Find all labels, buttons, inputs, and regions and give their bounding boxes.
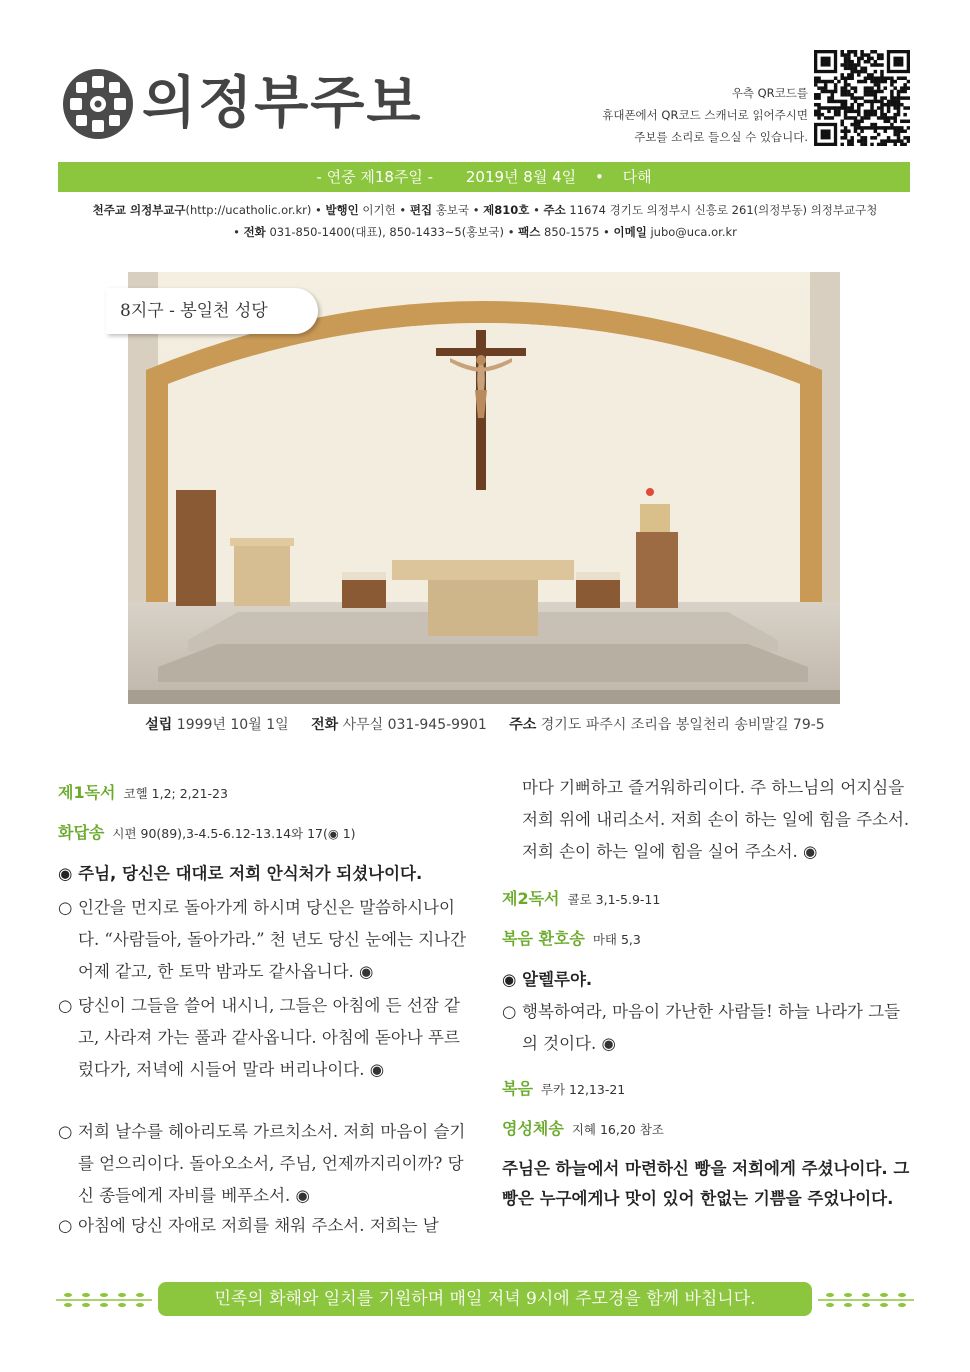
gospel-title: 복음 [502,1079,533,1098]
publisher-name: 이기헌 [362,203,396,217]
gospel-heading [502,1076,625,1099]
editor-name: 홍보국 [435,203,470,217]
publisher-email[interactable]: jubo@uca.or.kr [650,225,737,239]
qr-note-line: 주보를 소리로 들으실 수 있습니다. [634,130,808,144]
qr-instructions [602,82,808,148]
communion-title: 영성체송 [502,1119,564,1138]
verse-marker: ○ [58,996,73,1015]
psalm-verse [58,1116,470,1212]
psalm-ref: 시편 90(89),3-4.5-6.12-13.14와 17(◉ 1) [112,826,356,841]
verse-marker: ○ [58,898,73,917]
psalm-heading [58,820,356,843]
phone-label: 전화 [243,225,266,239]
founded-label: 설립 [145,717,173,733]
bullet-separator: • [594,168,604,186]
parish-name-tab: 8지구 - 봉일천 성당 [106,288,318,334]
liturgical-season: - 연중 제18주일 - [316,168,434,186]
email-label: 이메일 [613,225,647,239]
qr-note-line: 우측 QR코드를 [731,86,808,100]
founded-date: 1999년 10월 1일 [176,717,289,733]
communion-ref: 지혜 16,20 참조 [571,1122,664,1137]
org-url[interactable]: (http://ucatholic.or.kr) [185,203,312,217]
parish-info-caption [0,714,970,734]
editor-label: 편집 [409,203,433,217]
bullet-separator: • [507,225,515,239]
gospel-acclamation-ref: 마태 5,3 [592,932,641,947]
second-reading-heading [502,886,660,909]
communion-antiphon: 주님은 하늘에서 마련하신 빵을 저희에게 주셨나이다. 그 빵은 누구에게나 맛이 있어 한없는 기쁨을 주었나이다. [502,1159,910,1208]
verse-text: 저희 날수를 헤아리도록 가르치소서. 저희 마음이 슬기를 얻으리이다. 돌아오소서, 주님, 언제까지리이까? 당신 종들에게 자비를 베푸소서. ◉ [78,1122,466,1205]
first-reading-ref: 코헬 1,2; 2,21-23 [123,786,228,801]
issue-number: 제810호 [483,203,530,217]
issue-date-bar [58,162,910,192]
communion-heading [502,1116,664,1139]
address-label: 주소 [543,203,566,217]
alleluia-response: ◉ 알렐루야. [502,970,593,989]
verse-text: 아침에 당신 자애로 저희를 채워 주소서. 저희는 날 [78,1216,439,1235]
vine-ornament-left-icon [56,1290,152,1310]
verse-marker: ○ [502,1002,517,1021]
second-reading-title: 제2독서 [502,889,560,908]
parish-phone: 사무실 031-945-9901 [342,717,487,733]
verse-text: 인간을 먼지로 돌아가게 하시며 당신은 말씀하시나이다. “사람들아, 돌아가라.” 천 년도 당신 눈에는 지나간 어제 같고, 한 토막 밤과도 같사옵니다. ◉ [78,898,467,981]
acclamation-verse [502,996,914,1060]
diocese-logo-icon [62,68,134,140]
psalm-title: 화답송 [58,823,105,842]
gospel-acclamation-title: 복음 환호송 [502,929,585,948]
verse-marker: ○ [58,1122,73,1141]
psalm-verse [58,892,470,988]
verse-text: 행복하여라, 마음이 가난한 사람들! 하늘 나라가 그들의 것이다. ◉ [522,1002,901,1053]
publisher-label: 발행인 [325,203,359,217]
qr-note-line: 휴대폰에서 QR코드 스캐너로 읽어주시면 [602,108,808,122]
psalm-verse-continued [502,772,914,868]
psalm-verse [58,1210,470,1242]
first-reading-title: 제1독서 [58,783,116,802]
parish-address-label: 주소 [509,717,537,733]
bullet-separator: • [603,225,610,239]
issue-date: 2019년 8월 4일 [465,168,577,186]
verse-text: 당신이 그들을 쓸어 내시니, 그들은 아침에 든 선잠 같고, 사라져 가는 풀과 같사옵니다. 아침에 돋아나 푸르렀다가, 저녁에 시들어 말라 버리나이다. ◉ [78,996,460,1079]
qr-code-icon[interactable] [814,50,910,146]
prayer-banner: 민족의 화해와 일치를 기원하며 매일 저녁 9시에 주모경을 함께 바칩니다. [158,1282,812,1316]
verse-marker: ○ [58,1216,73,1235]
bullet-separator: • [472,203,480,217]
parish-address: 경기도 파주시 조리읍 봉일천리 송비말길 79-5 [540,717,825,733]
second-reading-ref: 콜로 3,1-5.9-11 [567,892,661,907]
first-reading-heading [58,780,228,803]
psalm-verse [58,990,470,1086]
fax-label: 팩스 [518,225,541,239]
liturgical-cycle: 다해 [622,168,652,186]
publisher-info-line-2 [0,224,970,240]
vine-ornament-right-icon [818,1290,914,1310]
psalm-response: ◉ 주님, 당신은 대대로 저희 안식처가 되셨나이다. [58,864,423,883]
bullet-separator: • [399,203,407,217]
gospel-ref: 루카 12,13-21 [540,1082,626,1097]
bullet-separator: • [314,203,322,217]
gospel-acclamation-heading [502,926,641,949]
org-name: 천주교 의정부교구 [92,203,186,217]
parish-phone-label: 전화 [311,717,339,733]
church-sanctuary-photo [128,272,840,704]
publisher-fax: 850-1575 [544,225,600,239]
publisher-info-line-1 [0,202,970,218]
bullet-separator: • [233,225,240,239]
publisher-phone: 031-850-1400(대표), 850-1433~5(홍보국) [269,225,505,239]
publisher-address: 11674 경기도 의정부시 신흥로 261(의정부동) 의정부교구청 [569,203,878,217]
bullet-separator: • [533,203,540,217]
masthead-title: 의정부주보 [142,70,423,136]
verse-text: 마다 기뻐하고 즐거워하리이다. 주 하느님의 어지심을 저희 위에 내리소서. 저희 손이 하는 일에 힘을 주소서. 저희 손이 하는 일에 힘을 실어 주소서. ◉ [522,778,910,861]
